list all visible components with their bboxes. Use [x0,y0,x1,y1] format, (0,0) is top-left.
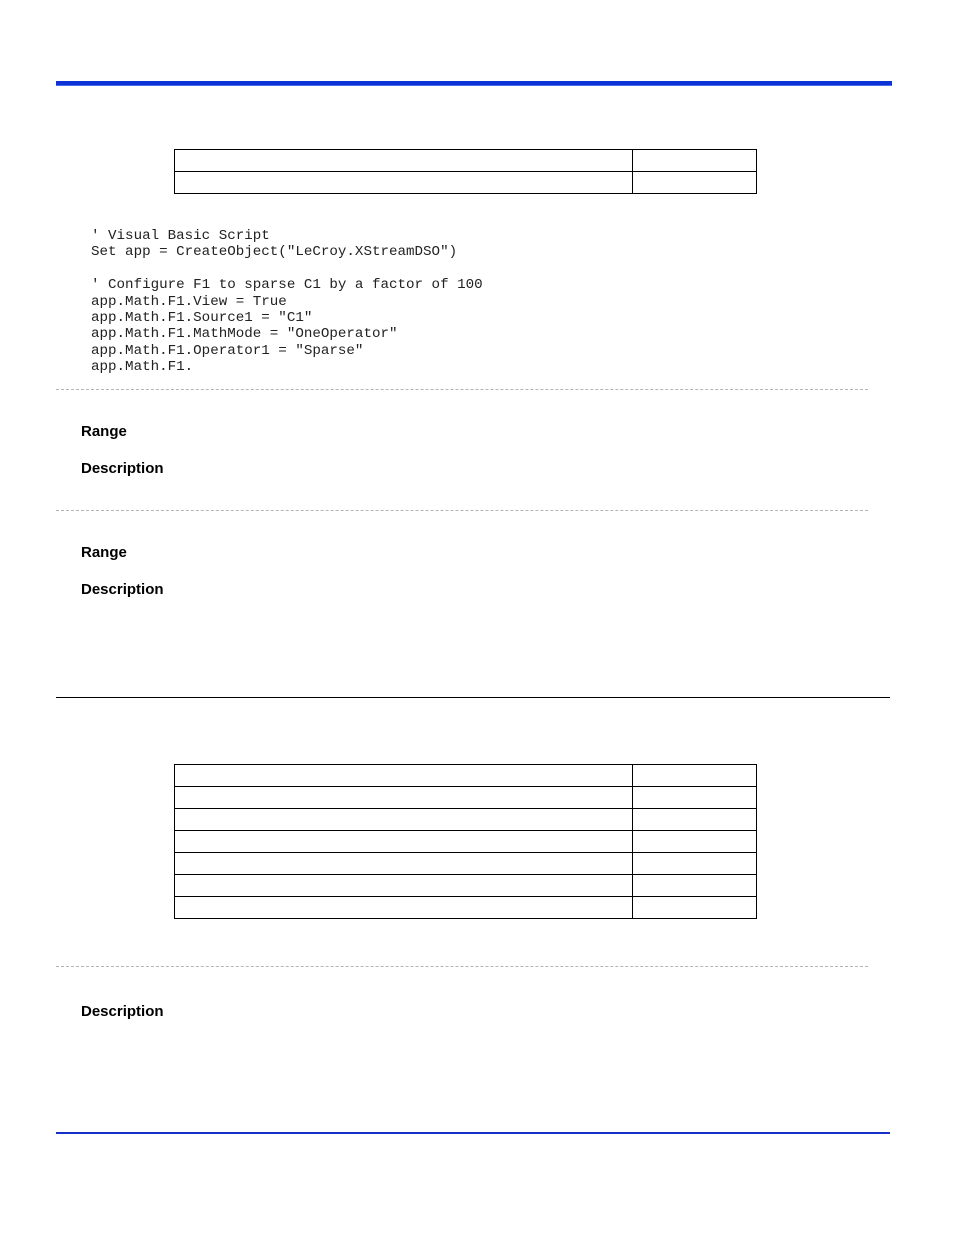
table-cell [175,831,633,853]
table-cell [633,172,757,194]
code-line: app.Math.F1.View = True [91,293,287,310]
table-row [175,831,757,853]
table-cell [633,787,757,809]
table-cell [175,897,633,919]
table-cell [175,875,633,897]
table-cell [175,172,633,194]
table-row [175,897,757,919]
code-line: ' Visual Basic Script [91,228,270,244]
range-heading: Range [81,423,127,440]
table-row [175,150,757,172]
section-rule [56,697,890,698]
code-example [91,228,483,376]
code-line: app.Math.F1.Source1 = "C1" [91,310,313,327]
table-row [175,172,757,194]
section-divider [56,389,868,390]
table-cell [633,765,757,787]
table-row [175,765,757,787]
code-line: app.Math.F1.Operator1 = "Sparse" [91,342,364,359]
table-cell [175,150,633,172]
table-cell [175,809,633,831]
table-row [175,787,757,809]
section-divider [56,510,868,511]
table-cell [633,875,757,897]
table-cell [633,809,757,831]
table-cell [175,787,633,809]
description-heading: Description [81,1003,164,1020]
top-table [174,149,757,194]
table-row [175,853,757,875]
description-heading: Description [81,581,164,598]
code-line: app.Math.F1.MathMode = "OneOperator" [91,326,398,343]
table-cell [633,853,757,875]
description-heading: Description [81,460,164,477]
header-rule [56,81,892,85]
footer-rule [56,1132,890,1134]
table-row [175,875,757,897]
section-divider [56,966,868,967]
code-line: Set app = CreateObject("LeCroy.XStreamDSO") [91,244,458,261]
table-cell [175,765,633,787]
table-cell [175,853,633,875]
range-heading: Range [81,544,127,561]
table-cell [633,897,757,919]
code-line: ' Configure F1 to sparse C1 by a factor of 100 [91,277,483,294]
table-row [175,809,757,831]
table-cell [633,150,757,172]
table-cell [633,831,757,853]
code-line: app.Math.F1. [91,359,194,376]
bottom-table [174,764,757,919]
